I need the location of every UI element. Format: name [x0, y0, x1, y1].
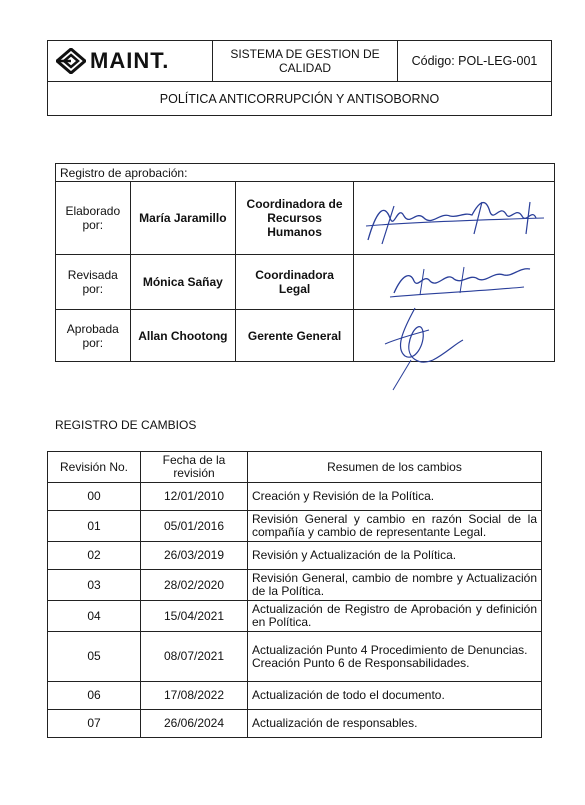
revision-summary: Revisión General y cambio en razón Social de la compañía y cambio de representante Legal.: [248, 511, 542, 542]
revision-number: 02: [48, 542, 141, 570]
table-row: [48, 601, 542, 632]
table-row: [48, 632, 542, 682]
table-header-row: [48, 452, 542, 483]
signature-image: [354, 182, 554, 254]
changes-table: [47, 451, 542, 738]
approver-name: Mónica Sañay: [130, 255, 236, 310]
revision-date: 15/04/2021: [141, 601, 248, 632]
logo-cell: [48, 41, 213, 82]
revision-summary: Actualización de todo el documento.: [248, 682, 542, 710]
revision-number: 06: [48, 682, 141, 710]
revision-date: 05/01/2016: [141, 511, 248, 542]
revision-number: 07: [48, 710, 141, 738]
table-row: [48, 710, 542, 738]
table-row: [48, 483, 542, 511]
revision-number: 05: [48, 632, 141, 682]
changes-register-title: REGISTRO DE CAMBIOS: [55, 418, 197, 432]
revision-date: 26/03/2019: [141, 542, 248, 570]
maint-logo-icon: [56, 48, 86, 74]
document-header: [47, 40, 552, 116]
column-header: Revisión No.: [48, 452, 141, 483]
company-logo: [56, 48, 208, 74]
revision-summary: Revisión y Actualización de la Política.: [248, 542, 542, 570]
logo-text: MAINT.: [90, 48, 170, 73]
revision-summary: Revisión General, cambio de nombre y Actualización de la Política.: [248, 570, 542, 601]
column-header: Fecha de la revisión: [141, 452, 248, 483]
revision-summary-line-2: Creación Punto 6 de Responsabilidades.: [252, 655, 470, 670]
revision-date: 26/06/2024: [141, 710, 248, 738]
table-row: [48, 511, 542, 542]
approver-role: Coordinadora de Recursos Humanos: [236, 182, 354, 255]
revision-summary: Actualización de Registro de Aprobación y definición en Política.: [248, 601, 542, 632]
approver-role: Gerente General: [236, 310, 354, 362]
table-row: [48, 570, 542, 601]
revision-summary-cell: [248, 632, 542, 682]
approval-row: [56, 255, 555, 310]
approval-table: [55, 163, 555, 362]
approver-role: Coordinadora Legal: [236, 255, 354, 310]
revision-date: 28/02/2020: [141, 570, 248, 601]
revision-date: 08/07/2021: [141, 632, 248, 682]
system-title: SISTEMA DE GESTION DE CALIDAD: [213, 41, 398, 82]
approval-title: Registro de aprobación:: [56, 164, 555, 182]
approver-name: Allan Chootong: [130, 310, 236, 362]
policy-title: POLÍTICA ANTICORRUPCIÓN Y ANTISOBORNO: [48, 82, 552, 116]
revision-number: 01: [48, 511, 141, 542]
revision-number: 00: [48, 483, 141, 511]
revision-number: 03: [48, 570, 141, 601]
column-header: Resumen de los cambios: [248, 452, 542, 483]
revision-number: 04: [48, 601, 141, 632]
revision-summary: Creación y Revisión de la Política.: [248, 483, 542, 511]
revision-date: 17/08/2022: [141, 682, 248, 710]
approval-row: [56, 310, 555, 362]
approval-label: Revisada por:: [56, 255, 131, 310]
approval-label: Elaborado por:: [56, 182, 131, 255]
document-code: Código: POL-LEG-001: [398, 41, 552, 82]
signature-cell: [353, 182, 554, 255]
approval-row: [56, 182, 555, 255]
approver-name: María Jaramillo: [130, 182, 236, 255]
table-row: [48, 542, 542, 570]
revision-summary: Actualización Punto 4 Procedimiento de Denuncias.: [252, 642, 528, 657]
table-row: [48, 682, 542, 710]
revision-date: 12/01/2010: [141, 483, 248, 511]
revision-summary: Actualización de responsables.: [248, 710, 542, 738]
approval-label: Aprobada por:: [56, 310, 131, 362]
signature-image: [375, 300, 475, 395]
